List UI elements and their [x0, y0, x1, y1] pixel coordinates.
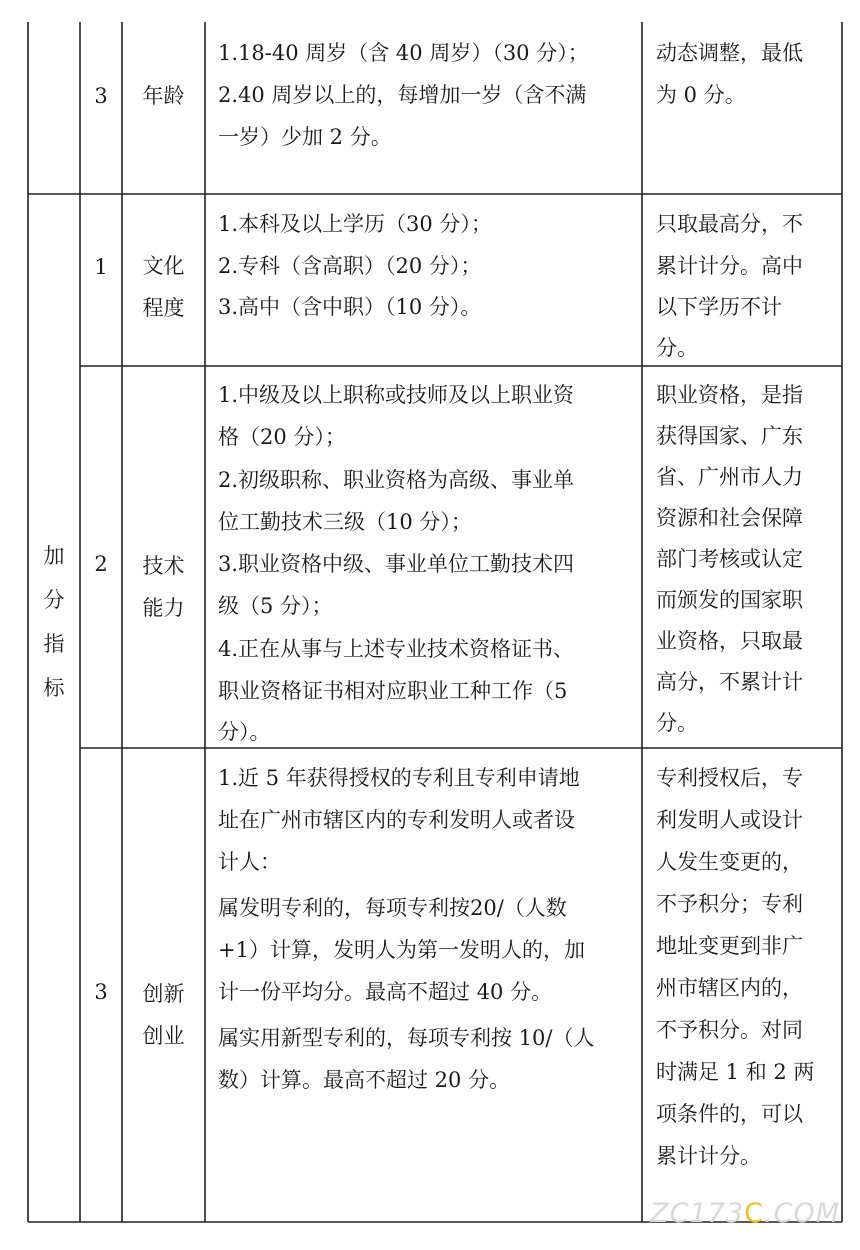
criteria-line: 1.近 5 年获得授权的专利且专利申请地: [218, 766, 580, 790]
criteria-line: 格（20 分）；: [218, 425, 346, 449]
remark-line: 而颁发的国家职: [656, 588, 803, 612]
watermark-mark: C: [744, 1198, 765, 1229]
remark-line: 部门考核或认定: [656, 547, 803, 571]
row-name: 年龄: [142, 84, 185, 108]
remark-line: 业资格，只取最: [656, 629, 803, 653]
remark-line: 州市辖区内的，: [656, 976, 803, 1000]
row-number: 3: [94, 980, 108, 1004]
criteria-line: 2.初级职称、职业资格为高级、事业单: [218, 468, 575, 492]
criteria-line: 计一份平均分。最高不超过 40 分。: [218, 980, 553, 1004]
criteria-line: 3.职业资格中级、事业单位工勤技术四: [218, 552, 575, 576]
criteria-line: 计人：: [218, 850, 281, 874]
remark-line: 省、广州市人力: [656, 465, 803, 489]
criteria-line: 2.40 周岁以上的，每增加一岁（含不满: [218, 83, 587, 107]
remark-line: 分。: [656, 711, 698, 735]
remark-line: 资源和社会保障: [656, 506, 803, 530]
remark-line: 获得国家、广东: [656, 424, 803, 448]
remark-line: 职业资格，是指: [656, 383, 803, 407]
remark-line: 不予积分；专利: [656, 892, 803, 916]
criteria-line: 级（5 分）；: [218, 594, 333, 618]
remark-line: 地址变更到非广: [656, 934, 803, 958]
remark-line: 专利授权后，专: [656, 766, 803, 790]
criteria-line: 3.高中（含中职）（10 分）。: [218, 295, 482, 319]
criteria-line: 1.18-40 周岁（含 40 周岁）（30 分）；: [218, 41, 589, 65]
remark-line: 为 0 分。: [656, 83, 746, 107]
remark-line: 分。: [656, 336, 698, 360]
watermark-prefix: ZC173: [650, 1198, 745, 1229]
remark-line: 动态调整，最低: [656, 41, 803, 65]
criteria-line: 1.本科及以上学历（30 分）；: [218, 212, 492, 236]
criteria-line: 2.专科（含高职）（20 分）；: [218, 254, 482, 278]
criteria-line: 址在广州市辖区内的专利发明人或者设: [218, 808, 575, 832]
remark-line: 以下学历不计: [656, 295, 782, 319]
criteria-line: 一岁）少加 2 分。: [218, 125, 392, 149]
row-name: 创新 创业: [142, 982, 185, 1048]
row-number: 3: [94, 84, 108, 108]
criteria-line: 1.中级及以上职称或技师及以上职业资: [218, 383, 575, 407]
row-name: 技术 能力: [142, 554, 185, 620]
criteria-line: 属实用新型专利的，每项专利按 10/（人: [218, 1026, 595, 1050]
row-number: 2: [94, 552, 108, 576]
row-name: 文化 程度: [142, 254, 185, 320]
criteria-line: 位工勤技术三级（10 分）；: [218, 510, 472, 534]
remark-line: 利发明人或设计: [656, 808, 803, 832]
remark-line: 时满足 1 和 2 两: [656, 1060, 815, 1084]
criteria-line: 属发明专利的，每项专利按20/（人数: [218, 896, 567, 920]
remark-line: 高分，不累计计: [656, 670, 803, 694]
remark-line: 人发生变更的，: [656, 850, 803, 874]
criteria-line: 4.正在从事与上述专业技术资格证书、: [218, 637, 575, 661]
watermark: [650, 1198, 840, 1229]
watermark-suffix: .COM: [764, 1198, 840, 1229]
remark-line: 只取最高分，不: [656, 212, 803, 236]
criteria-line: 分）。: [218, 720, 271, 744]
row-number: 1: [94, 255, 108, 279]
criteria-line: 职业资格证书相对应职业工种工作（5: [218, 679, 568, 703]
remark-line: 不予积分。对同: [656, 1018, 803, 1042]
criteria-line: +1）计算，发明人为第一发明人的，加: [218, 938, 585, 962]
criteria-line: 数）计算。最高不超过 20 分。: [218, 1068, 511, 1092]
remark-line: 累计计分。: [656, 1144, 761, 1168]
remark-line: 累计计分。高中: [656, 254, 803, 278]
remark-line: 项条件的，可以: [656, 1102, 803, 1126]
category-label: 加分指标: [43, 544, 65, 700]
